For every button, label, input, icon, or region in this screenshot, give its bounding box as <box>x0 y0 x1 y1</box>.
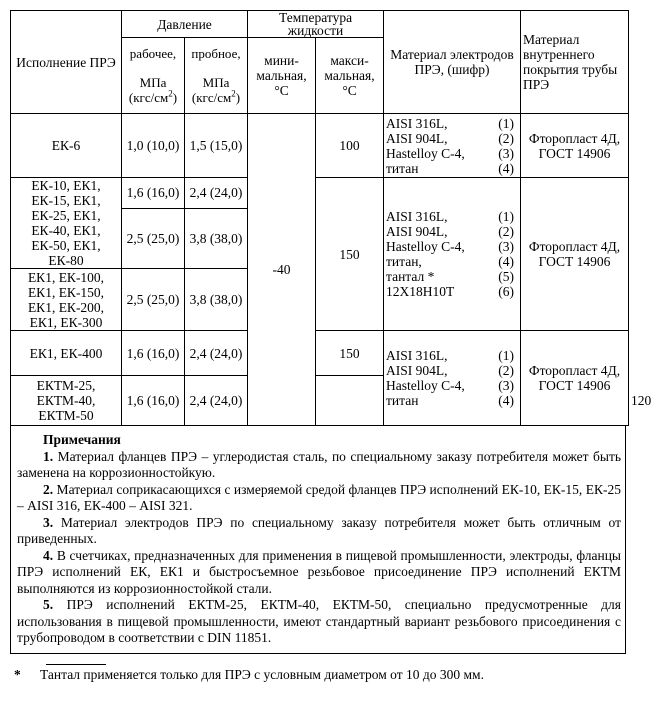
material-name: Hastelloy C-4, <box>386 239 465 254</box>
note-number: 3. <box>43 514 54 530</box>
material-item <box>386 393 514 408</box>
unit-kgs-post: ) <box>235 90 241 105</box>
header-max-temp: макси-мальная, °C <box>316 38 384 114</box>
materials-cell <box>384 178 521 331</box>
unit-mpa: МПа <box>202 75 230 90</box>
material-item <box>386 254 514 269</box>
material-name: Hastelloy C-4, <box>386 145 465 161</box>
material-code: (4) <box>498 160 515 176</box>
note-number: 4. <box>43 547 54 563</box>
material-code: (3) <box>498 145 515 161</box>
unit-kgs-sup: 2 <box>168 88 173 99</box>
min-temp-empty <box>316 376 384 426</box>
work-pressure: 1,6 (16,0) <box>122 331 185 376</box>
material-item <box>386 284 514 299</box>
material-code: (3) <box>498 239 515 254</box>
material-item <box>386 116 514 131</box>
material-code: (1) <box>498 209 515 224</box>
test-pressure: 3,8 (38,0) <box>185 269 248 331</box>
material-item <box>386 224 514 239</box>
note-number: 1. <box>43 448 54 464</box>
header-rabochee <box>122 38 185 114</box>
material-code: (1) <box>498 115 515 131</box>
test-pressure: 3,8 (38,0) <box>185 208 248 268</box>
work-pressure: 1,6 (16,0) <box>122 178 185 209</box>
material-code: (2) <box>498 363 515 378</box>
material-code: (6) <box>498 284 515 299</box>
max-temp-value: 150 <box>316 178 384 331</box>
header-min-temp: мини-мальная, °C <box>248 38 316 114</box>
header-davlenie: Давление <box>122 11 248 38</box>
row-name: ЕК1, ЕК-100, ЕК1, ЕК-150, ЕК1, ЕК-200, ЕК1, ЕК-300 <box>11 269 122 331</box>
row-name: ЕКТМ-25, ЕКТМ-40, ЕКТМ-50 <box>11 376 122 426</box>
material-code: (1) <box>498 348 515 363</box>
header-temperatura: Температура жидкости <box>248 11 384 38</box>
notes-section <box>10 426 626 654</box>
unit-kgs-post: ) <box>172 90 178 105</box>
unit-kgs <box>187 90 245 105</box>
work-pressure: 1,0 (10,0) <box>122 114 185 178</box>
material-item <box>386 146 514 161</box>
header-probnoe <box>185 38 248 114</box>
material-code: (5) <box>498 269 515 284</box>
note-text: ПРЭ исполнений ЕКТМ-25, ЕКТМ-40, ЕКТМ-50, специально предусмотренные для использования в пищевой промышленности, имеют стандартный вариант резьбового присоединения с трубопроводом в соответствии с DIN 11851. <box>17 597 621 645</box>
material-item <box>386 131 514 146</box>
material-item <box>386 161 514 176</box>
materials-cell <box>384 114 521 178</box>
material-item <box>386 269 514 284</box>
material-item <box>386 209 514 224</box>
material-name: AISI 904L, <box>386 224 448 239</box>
note-1 <box>17 449 621 482</box>
max-temp-value: 150 <box>316 331 384 376</box>
material-item <box>386 378 514 393</box>
row-name: ЕК1, ЕК-400 <box>11 331 122 376</box>
test-pressure: 2,4 (24,0) <box>185 178 248 209</box>
material-code: (3) <box>498 378 515 393</box>
unit-mpa: МПа <box>139 75 167 90</box>
note-number: 2. <box>43 481 54 497</box>
note-number: 5. <box>43 597 54 612</box>
work-pressure: 2,5 (25,0) <box>122 269 185 331</box>
material-name: титан, <box>386 254 422 269</box>
max-temp-value: 100 <box>316 114 384 178</box>
work-pressure: 2,5 (25,0) <box>122 208 185 268</box>
material-name: AISI 316L, <box>386 115 448 131</box>
spec-table: Исполнение ПРЭ Давление Температура жидкости Материал электродов ПРЭ, (шифр) Материал внутреннего покрытия трубы ПРЭ рабочее, МПа $(кгс/см^2)$ пробное, МПа $(кгс/см^2)$ мини-мальная, °C макси-мальная, °C ЕК-6 1,0 (10,0) 1,5 (15,0) -40 100 AISI 316L, (1) AISI 904L, (2) Hastelloy C-4, (3) титан (4) Фторопласт 4Д, ГОСТ 14906 ЕК-10, ЕК1, ЕК-15, ЕК1, ЕК-25, ЕК1, ЕК-40, ЕК1, ЕК-50, ЕК1, ЕК-80 1,6 (16,0) 2,4 (24,0) 150 AISI 316L, (1) AISI 904L, (2) Hastelloy C-4, (3) титан, (4) тантал * (5) 12Х18Н10Т (6) Фторопласт 4Д, ГОСТ 14906 2,5 (25,0) 3,8 (38,0) ЕК1, ЕК-100, ЕК1, ЕК-150, ЕК1, ЕК-200, ЕК1, ЕК-300 2,5 (25,0) 3,8 (38,0) ЕК1, ЕК-400 1,6 (16,0) 2,4 (24,0) 150 AISI 316L, (1) AISI 904L, (2) Hastelloy C-4, (3) титан (4) Фторопласт 4Д, ГОСТ 14906 ЕКТМ-25, ЕКТМ-40, ЕКТМ-50 1,6 (16,0) 2,4 (24,0) 120 <box>10 10 629 426</box>
row-name: ЕК-6 <box>11 114 122 178</box>
notes-title: Примечания <box>43 432 121 447</box>
materials-cell <box>384 331 521 426</box>
note-2 <box>17 482 621 515</box>
note-3 <box>17 515 621 548</box>
test-pressure: 1,5 (15,0) <box>185 114 248 178</box>
material-item <box>386 363 514 378</box>
header-material-coating: Материал внутреннего покрытия трубы ПРЭ <box>521 11 629 114</box>
coating-value: Фторопласт 4Д, ГОСТ 14906 <box>521 331 629 426</box>
coating-value: Фторопласт 4Д, ГОСТ 14906 <box>521 178 629 331</box>
material-item <box>386 348 514 363</box>
material-code: (4) <box>498 254 515 269</box>
unit-kgs-sup: 2 <box>231 88 236 99</box>
note-5 <box>17 597 621 647</box>
document <box>10 10 651 683</box>
header-ispolnenie: Исполнение ПРЭ <box>11 11 122 114</box>
work-pressure: 1,6 (16,0) <box>122 376 185 426</box>
material-name: титан <box>386 160 419 176</box>
material-name: титан <box>386 393 419 408</box>
coating-value: Фторопласт 4Д, ГОСТ 14906 <box>521 114 629 178</box>
note-text: Материал фланцев ПРЭ – углеродистая сталь, по специальному заказу потребителя может быть заменена на коррозионностойкую. <box>17 448 621 480</box>
material-name: тантал * <box>386 269 435 284</box>
material-name: AISI 904L, <box>386 363 448 378</box>
footnote-rule <box>46 664 106 665</box>
unit-kgs-pre: (кгс/см <box>128 90 169 105</box>
test-pressure: 2,4 (24,0) <box>185 331 248 376</box>
material-code: (2) <box>498 130 515 146</box>
rabochee-label: рабочее, <box>129 46 177 61</box>
material-name: AISI 316L, <box>386 209 448 224</box>
material-code: (4) <box>498 393 515 408</box>
note-text: Материал электродов ПРЭ по специальному заказу потребителя может быть отличным от приведенных. <box>17 514 621 546</box>
row-name: ЕК-10, ЕК1, ЕК-15, ЕК1, ЕК-25, ЕК1, ЕК-40, ЕК1, ЕК-50, ЕК1, ЕК-80 <box>11 178 122 269</box>
min-temp-value: -40 <box>248 114 316 426</box>
probnoe-label: пробное, <box>191 46 241 61</box>
note-4 <box>17 548 621 598</box>
footnote-text: Тантал применяется только для ПРЭ с условным диаметром от 10 до 300 мм. <box>40 666 484 682</box>
material-name: 12Х18Н10Т <box>386 284 455 299</box>
footnote <box>10 667 628 683</box>
material-name: AISI 904L, <box>386 130 448 146</box>
material-name: AISI 316L, <box>386 348 448 363</box>
note-text: В счетчиках, предназначенных для применения в пищевой промышленности, электроды, фланцы ПРЭ исполнений ЕК, ЕК1 и быстросъемное резьбовое присоединение ПРЭ исполнений ЕКТМ выполняются из коррозионностойкой стали. <box>17 547 621 596</box>
unit-kgs-pre: (кгс/см <box>191 90 232 105</box>
material-name: Hastelloy C-4, <box>386 378 465 393</box>
unit-kgs <box>124 90 182 105</box>
material-item <box>386 239 514 254</box>
header-material-electrodes: Материал электродов ПРЭ, (шифр) <box>384 11 521 114</box>
test-pressure: 2,4 (24,0) <box>185 376 248 426</box>
note-text: Материал соприкасающихся с измеряемой средой фланцев ПРЭ исполнений ЕК-10, ЕК-15, ЕК-25 – AISI 316, ЕК-400 – AISI 321. <box>17 481 621 513</box>
footnote-star: * <box>14 666 21 682</box>
material-code: (2) <box>498 224 515 239</box>
